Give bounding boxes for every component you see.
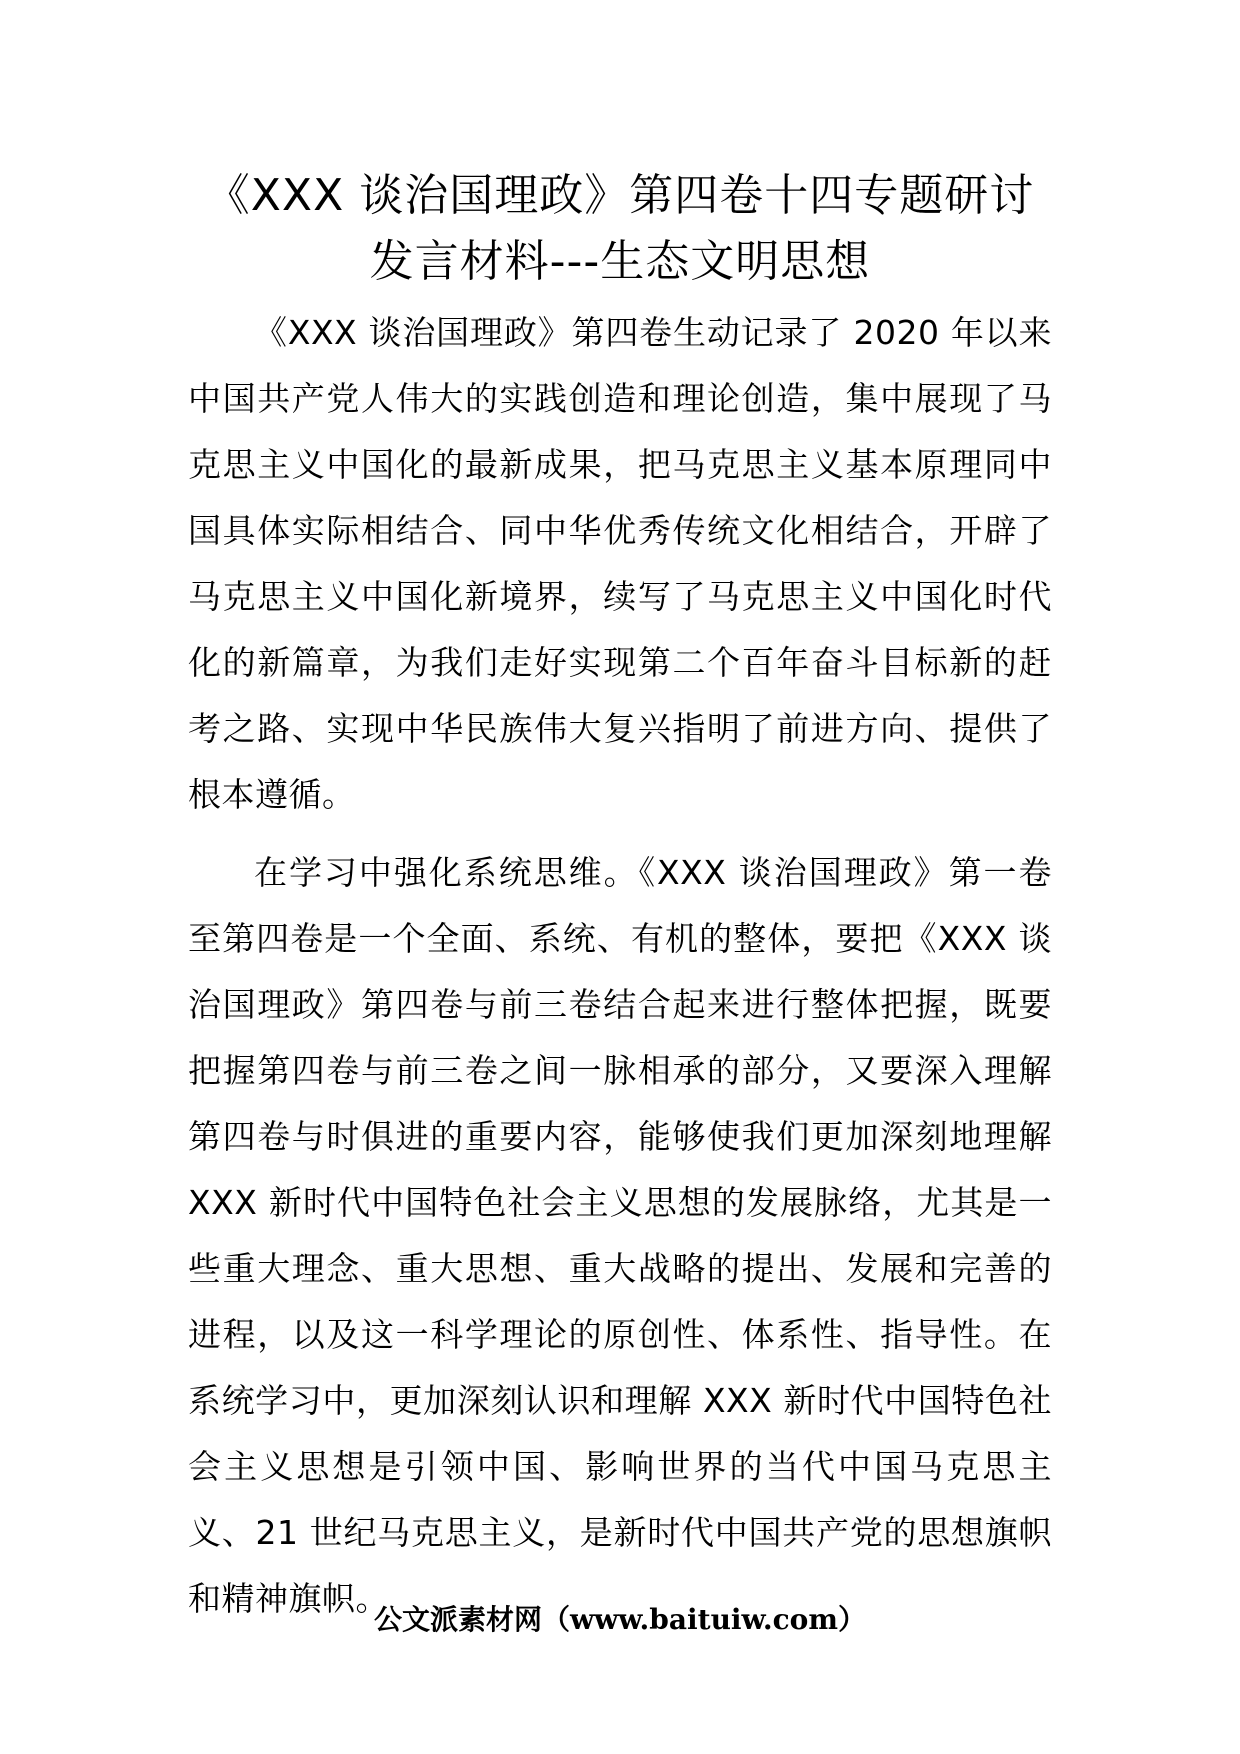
document-title: 《XXX 谈治国理政》第四卷十四专题研讨发言材料---生态文明思想 — [205, 170, 1035, 287]
document-body — [188, 300, 1052, 1644]
paragraph-intro: 《XXX 谈治国理政》第四卷生动记录了 2020 年以来中国共产党人伟大的实践创造和理论创造，集中展现了马克思主义中国化的最新成果，把马克思主义基本原理同中国具体实际相结合、同中华优秀传统文化相结合，开辟了马克思主义中国化新境界，续写了马克思主义中国化时代化的新篇章，为我们走好实现第二个百年奋斗目标新的赶考之路、实现中华民族伟大复兴指明了前进方向、提供了根本遵循。 — [188, 313, 1052, 814]
paragraph-systematic-thinking: 在学习中强化系统思维。《XXX 谈治国理政》第一卷至第四卷是一个全面、系统、有机的整体，要把《XXX 谈治国理政》第四卷与前三卷结合起来进行整体把握，既要把握第四卷与前三卷之间一脉相承的部分，又要深入理解第四卷与时俱进的重要内容，能够使我们更加深刻地理解 XXX 新时代中国特色社会主义思想的发展脉络，尤其是一些重大理念、重大思想、重大战略的提出、发展和完善的进程，以及这一科学理论的原创性、体系性、指导性。在系统学习中，更加深刻认识和理解 XXX 新时代中国特色社会主义思想是引领中国、影响世界的当代中国马克思主义、21 世纪马克思主义，是新时代中国共产党的思想旗帜和精神旗帜。 — [188, 853, 1052, 1618]
source-footer: 公文派素材网（www.baituiw.com） — [374, 1603, 866, 1636]
